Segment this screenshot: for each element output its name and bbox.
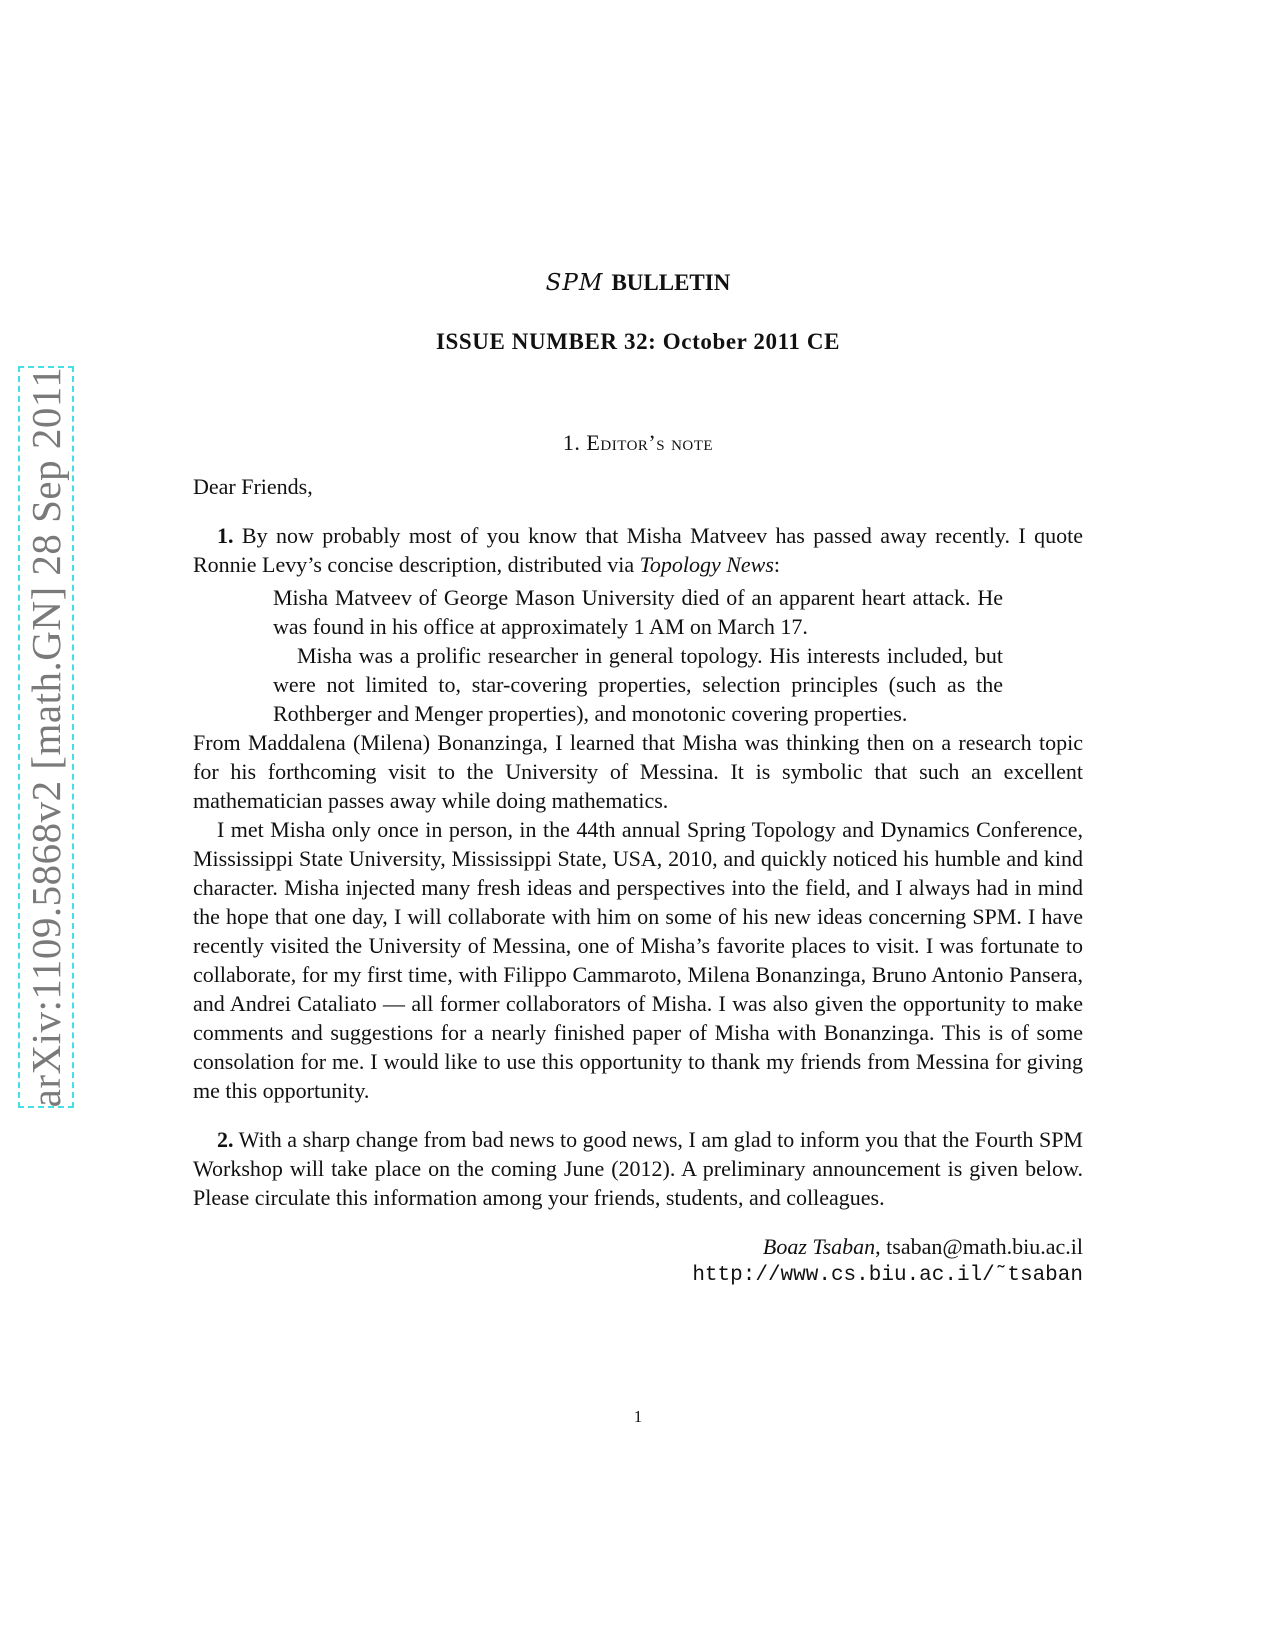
issue-line: ISSUE NUMBER 32: October 2011 CE (435, 329, 841, 354)
item-1-number: 1. (217, 523, 234, 548)
journal-logo: SPM (545, 270, 604, 296)
section-heading (193, 428, 1083, 457)
section-number: 1. (562, 430, 581, 455)
section-title: Editor’s note (586, 430, 714, 455)
journal-title (193, 268, 1083, 298)
journal-word: BULLETIN (611, 270, 731, 295)
item-2-text: With a sharp change from bad news to good news, I am glad to inform you that the Fourth SPM Workshop will take place on the coming June (2012). A preliminary announcement is given below. Please circulate this information among your friends, students, and colleagues. (193, 1127, 1083, 1210)
signature-name: Boaz Tsaban (762, 1234, 876, 1259)
paragraph-bonanzinga: From Maddalena (Milena) Bonanzinga, I learned that Misha was thinking then on a research topic for his forthcoming visit to the University of Messina. It is symbolic that such an excellent mathematician passes away while doing mathematics. (193, 730, 1083, 813)
blockquote (273, 583, 1003, 728)
arxiv-id: arXiv:1109.5868v2 [math.GN] 28 Sep 2011 (23, 366, 69, 1108)
item-1-paragraph (193, 521, 1083, 579)
item-1-source: Topology News (639, 552, 774, 577)
quote-paragraph-2: Misha was a prolific researcher in general topology. His interests included, but were not limited to, star-covering properties, selection principles (such as the Rothberger and Menger properties), and monotonic covering properties. (273, 643, 1003, 726)
signature-block (193, 1232, 1083, 1290)
quote-paragraph-1: Misha Matveev of George Mason University died of an apparent heart attack. He was found in his office at approximately 1 AM on March 17. (273, 585, 1003, 639)
body-text (193, 472, 1083, 1290)
signature-email[interactable]: , tsaban@math.biu.ac.il (875, 1234, 1083, 1259)
arxiv-stamp (18, 366, 74, 1108)
signature-url[interactable]: http://www.cs.biu.ac.il/˜tsaban (692, 1264, 1083, 1287)
page-number: 1 (633, 1407, 643, 1426)
item-2-paragraph (193, 1125, 1083, 1212)
greeting: Dear Friends, (193, 474, 313, 499)
item-2-number: 2. (217, 1127, 234, 1152)
paragraph-met-misha: I met Misha only once in person, in the 44th annual Spring Topology and Dynamics Conference, Mississippi State University, Mississippi State, USA, 2010, and quickly noticed his humble and kind character. Misha injected many fresh ideas and perspectives into the field, and I always had in mind the hope that one day, I will collaborate with him on some of his new ideas concerning SPM. I have recently visited the University of Messina, one of Misha’s favorite places to visit. I was fortunate to collaborate, for my first time, with Filippo Cammaroto, Milena Bonanzinga, Bruno Antonio Pansera, and Andrei Cataliato — all former collaborators of Misha. I was also given the opportunity to make comments and suggestions for a nearly finished paper of Misha with Bonanzinga. This is of some consolation for me. I would like to use this opportunity to thank my friends from Messina for giving me this opportunity. (193, 817, 1083, 1103)
item-1-lead: By now probably most of you know that Misha Matveev has passed away recently. I quote Ronnie Levy’s concise description, distributed via (193, 523, 1083, 577)
item-1-lead-end: : (773, 552, 781, 577)
